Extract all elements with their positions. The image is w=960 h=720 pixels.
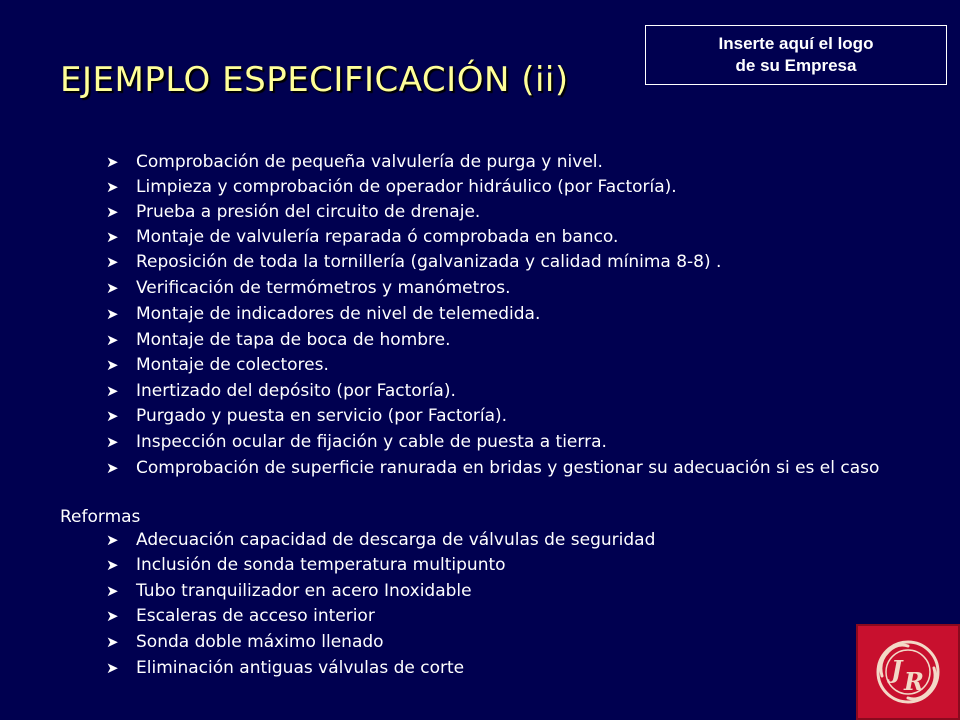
arrow-bullet-icon: ➤ (106, 203, 119, 221)
list-item (106, 532, 906, 548)
list-item-text: Inertizado del depósito (por Factoría). (136, 381, 456, 401)
list-item (106, 634, 906, 650)
list-item (106, 254, 906, 270)
logo-placeholder-line2: de su Empresa (735, 56, 857, 75)
list-item-text: Comprobación de superficie ranurada en bridas y gestionar su adecuación si es el caso (136, 458, 880, 478)
slide-title: EJEMPLO ESPECIFICACIÓN (ii) (60, 60, 569, 100)
arrow-bullet-icon: ➤ (106, 633, 119, 651)
list-item-text: Montaje de colectores. (136, 355, 329, 375)
list-item (106, 583, 906, 599)
list-item-text: Escaleras de acceso interior (136, 606, 375, 626)
list-item-text: Montaje de tapa de boca de hombre. (136, 330, 451, 350)
list-item (106, 357, 906, 373)
arrow-bullet-icon: ➤ (106, 178, 119, 196)
section-heading-reformas: Reformas (60, 507, 141, 527)
company-monogram-icon (856, 624, 960, 720)
list-item (106, 557, 906, 573)
arrow-bullet-icon: ➤ (106, 356, 119, 374)
arrow-bullet-icon: ➤ (106, 279, 119, 297)
list-item (106, 383, 906, 399)
arrow-bullet-icon: ➤ (106, 607, 119, 625)
arrow-bullet-icon: ➤ (106, 331, 119, 349)
arrow-bullet-icon: ➤ (106, 433, 119, 451)
list-item (106, 608, 906, 624)
list-item (106, 434, 906, 450)
arrow-bullet-icon: ➤ (106, 659, 119, 677)
arrow-bullet-icon: ➤ (106, 582, 119, 600)
list-item (106, 229, 906, 245)
arrow-bullet-icon: ➤ (106, 531, 119, 549)
list-item (106, 332, 906, 348)
list-item-text: Verificación de termómetros y manómetros. (136, 278, 511, 298)
list-item-text: Montaje de valvulería reparada ó comprobada en banco. (136, 227, 619, 247)
logo-placeholder-line1: Inserte aquí el logo (718, 34, 874, 53)
list-item-text: Eliminación antiguas válvulas de corte (136, 658, 465, 678)
list-item-text: Purgado y puesta en servicio (por Factoría). (136, 406, 508, 426)
list-item-text: Reposición de toda la tornillería (galvanizada y calidad mínima 8-8) . (136, 252, 722, 272)
list-item-text: Limpieza y comprobación de operador hidráulico (por Factoría). (136, 177, 677, 197)
list-item-text: Inspección ocular de fijación y cable de puesta a tierra. (136, 432, 607, 452)
arrow-bullet-icon: ➤ (106, 305, 119, 323)
list-item (106, 204, 906, 220)
svg-text:J: J (891, 655, 903, 684)
list-item-text: Sonda doble máximo llenado (136, 632, 384, 652)
arrow-bullet-icon: ➤ (106, 228, 119, 246)
list-item (106, 179, 906, 195)
arrow-bullet-icon: ➤ (106, 407, 119, 425)
arrow-bullet-icon: ➤ (106, 153, 119, 171)
list-item (106, 154, 906, 170)
list-item-text: Inclusión de sonda temperatura multipunto (136, 555, 506, 575)
list-item (106, 408, 906, 424)
list-item-text: Tubo tranquilizador en acero Inoxidable (136, 581, 472, 601)
list-item-text: Prueba a presión del circuito de drenaje. (136, 202, 481, 222)
arrow-bullet-icon: ➤ (106, 556, 119, 574)
list-item (106, 280, 906, 296)
svg-text:R: R (904, 667, 924, 696)
list-item-text: Comprobación de pequeña valvulería de purga y nivel. (136, 152, 603, 172)
logo-placeholder (645, 25, 947, 85)
arrow-bullet-icon: ➤ (106, 253, 119, 271)
list-item-text: Adecuación capacidad de descarga de válvulas de seguridad (136, 530, 656, 550)
list-item (106, 660, 906, 676)
arrow-bullet-icon: ➤ (106, 459, 119, 477)
list-item-text: Montaje de indicadores de nivel de telemedida. (136, 304, 541, 324)
list-item (106, 306, 906, 322)
list-item (106, 460, 906, 476)
arrow-bullet-icon: ➤ (106, 382, 119, 400)
